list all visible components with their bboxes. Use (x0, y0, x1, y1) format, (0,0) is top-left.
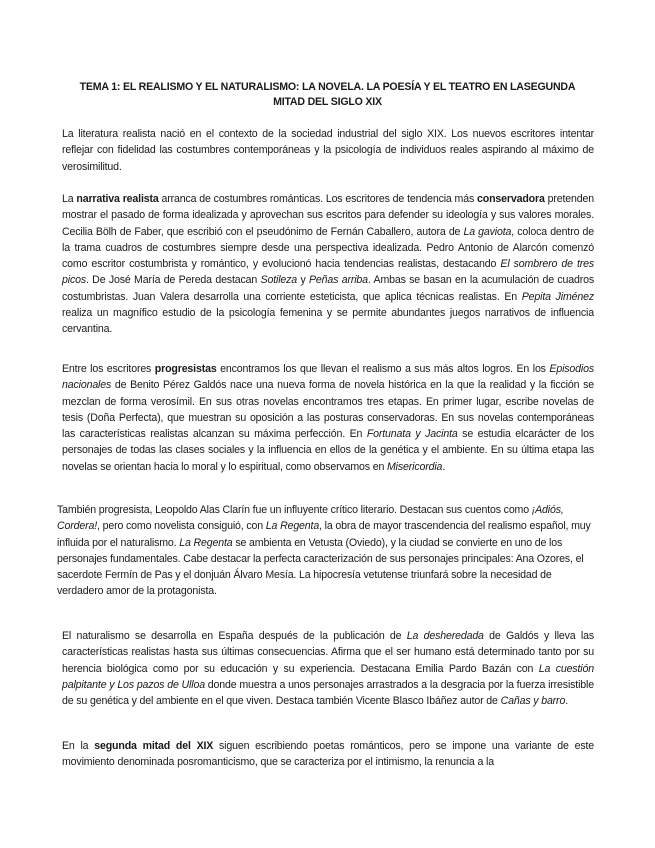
paragraph-narrativa-realista: La narrativa realista arranca de costumbres románticas. Los escritores de tendencia más conservadora pretenden mostrar el pasado de forma idealizada y aprovechan sus escritos para defender su ideología y sus valores morales. Cecilia Bölh de Faber, que escribió con el pseudónimo de Fernán Caballero, autora de La gaviota, coloca dentro de la trama cuadros de costumbres siempre desde una perspectiva idealizada. Pedro Antonio de Alarcón comenzó como escritor costumbrista y romántico, y evolucionó hacia tendencias realistas, destacando El sombrero de tres picos. De José María de Pereda destacan Sotileza y Peñas arriba. Ambas se basan en la acumulación de cuadros costumbristas. Juan Valera desarrolla una corriente esteticista, que aplica técnicas realistas. En Pepita Jiménez realiza un magnífico estudio de la psicología femenina y se permite abundantes juegos narrativos de influencia cervantina. (62, 193, 595, 336)
book-title: Misericordia (387, 460, 443, 473)
paragraph-poesia: En la segunda mitad del XIX siguen escribiendo poetas románticos, pero se impone una variante de este movimiento denominada posromanticismo, que se caracteriza por el intimismo, la renuncia a la (62, 740, 595, 769)
book-title: Sotileza (260, 274, 298, 287)
paragraph-progresistas: Entre los escritores progresistas encontramos los que llevan el realismo a sus más altos logros. En los Episodios nacionales de Benito Pérez Galdós nace una nueva forma de novela histórica en la que la realidad y la ficción se mezclan de forma verosímil. En sus otras novelas encontramos tres etapas. En primer lugar, escribe novelas de tesis (Doña Perfecta), que muestran su oposición a las posturas conservadoras. En sus novelas contemporáneas las características realistas alcanzan su máxima perfección. En Fortunata y Jacinta se estudia elcarácter de los personajes de todas las clases sociales y la influencia en ellos de la genética y el ambiente. En su última etapa las novelas se orientan hacia lo moral y lo espiritual, como observamos en Misericordia. (62, 363, 594, 473)
book-title: La desheredada (406, 630, 484, 642)
paragraph-intro: La literatura realista nació en el contexto de la sociedad industrial del siglo XIX. Los nuevos escritores intentar reflejar con fidelidad las costumbres contemporáneas y la psicología de individuos reales aspirando al máximo de verosimilitud. (62, 128, 594, 173)
book-title: ¡Adiós, Cordera! (57, 504, 564, 533)
book-title: La cuestión palpitante y Los pazos de Ulloa (62, 662, 594, 691)
book-title: Episodios nacionales (62, 363, 594, 392)
bold-term: conservadora (477, 193, 545, 205)
page-title (40, 80, 615, 110)
book-title: La gaviota (463, 225, 512, 238)
book-title: El sombrero de tres picos (62, 258, 595, 287)
book-title: Cañas y barro (500, 695, 566, 708)
book-title: La Regenta (265, 520, 320, 533)
bold-term: progresistas (154, 363, 217, 375)
book-title: Fortunata y Jacinta (366, 428, 458, 441)
book-title: La Regenta (179, 536, 233, 549)
paragraph-clarin: También progresista, Leopoldo Alas Clarín fue un influyente crítico literario. Destacan sus cuentos como ¡Adiós, Cordera!, pero como novelista consiguió, con La Regenta, la obra de mayor trascendencia del realismo español, muy influida por el naturalismo. La Regenta se ambienta en Vetusta (Oviedo), y la ciudad se convierte en uno de los personajes fundamentales. Cabe destacar la perfecta caracterización de sus personajes principales: Ana Ozores, el sacerdote Fermín de Pas y el donjuán Álvaro Mesía. La hipocresía vetutense triunfará sobre la necesidad de verdadero amor de la protagonista. (57, 504, 591, 598)
bold-term: segunda mitad del XIX (94, 740, 214, 752)
title-line-2: MITAD DEL SIGLO XIX (273, 96, 382, 108)
bold-term: narrativa realista (76, 193, 159, 205)
paragraph-naturalismo: El naturalismo se desarrolla en España después de la publicación de La desheredada de Galdós y lleva las características realistas hasta sus últimas consecuencias. Afirma que el ser humano está determinado tanto por su herencia biológica como por su educación y su experiencia. Destacana Emilia Pardo Bazán con La cuestión palpitante y Los pazos de Ulloa donde muestra a unos personajes arrastrados a la desgracia por la fuerza irresistible de su genética y del ambiente en el que viven. Destaca también Vicente Blasco Ibáñez autor de Cañas y barro. (62, 630, 594, 708)
book-title: Peñas arriba (309, 274, 368, 287)
book-title: Pepita Jiménez (521, 290, 594, 303)
title-line-1: TEMA 1: EL REALISMO Y EL NATURALISMO: LA NOVELA. LA POESÍA Y EL TEATRO EN LASEGUNDA (79, 81, 576, 93)
